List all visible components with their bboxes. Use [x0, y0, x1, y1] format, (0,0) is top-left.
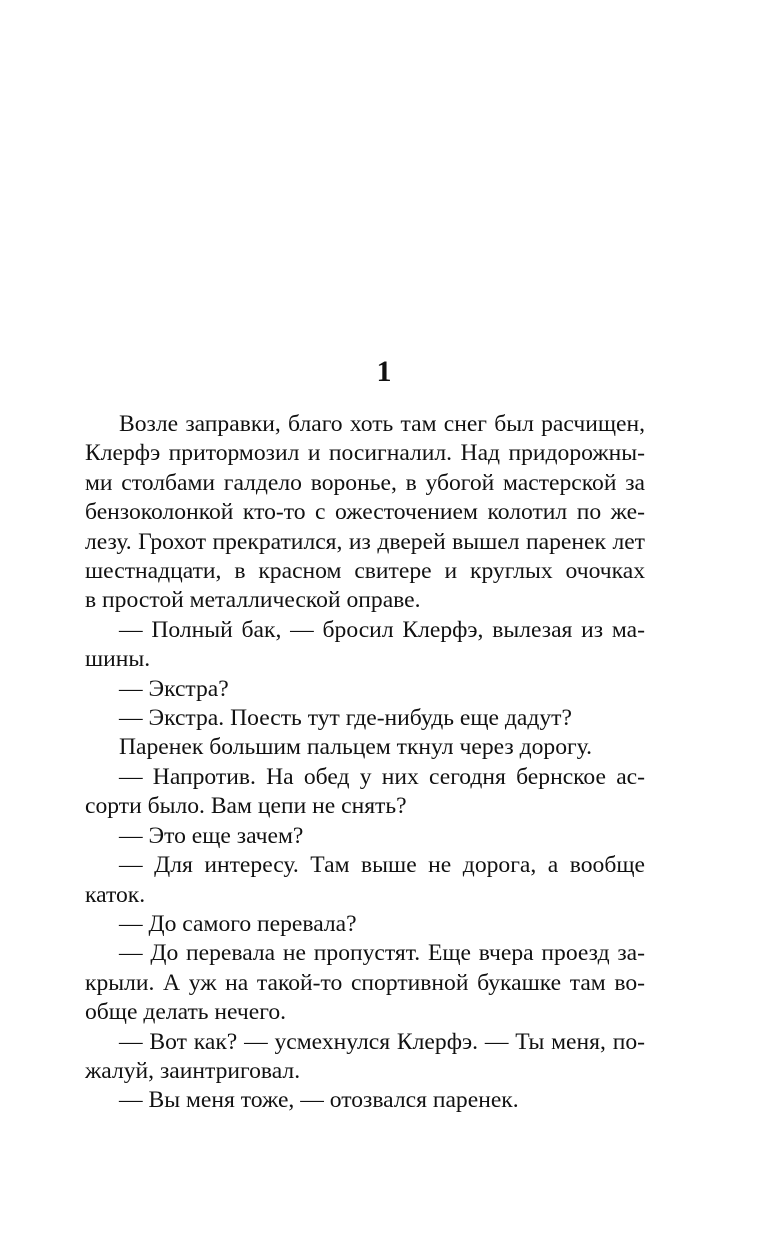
paragraph: [85, 763, 645, 822]
text-line: ми столбами галдело воронье, в убогой мастерской за: [85, 469, 645, 496]
text-line: в простой металлической оправе.: [85, 587, 421, 614]
text-line: обще делать нечего.: [85, 999, 287, 1026]
text-line: бензоколонкой кто-то с ожесточением колотил по же-: [85, 499, 645, 526]
text-line: шины.: [85, 646, 151, 673]
text-line: — Полный бак, — бросил Клерфэ, вылезая из ма-: [119, 616, 645, 643]
text-line: — Напротив. На обед у них сегодня бернское ас-: [119, 763, 645, 790]
text-line: каток.: [85, 881, 146, 908]
chapter-text: [85, 410, 645, 1116]
text-line: — До самого перевала?: [119, 910, 357, 937]
paragraph: [85, 616, 645, 675]
text-line: лезу. Грохот прекратился, из дверей вышел паренек лет: [85, 528, 645, 555]
text-line: Клерфэ притормозил и посигналил. Над придорожны-: [85, 440, 645, 467]
text-line: — Для интересу. Там выше не дорога, а вообще: [119, 852, 645, 879]
paragraph: [85, 910, 645, 939]
text-line: жалуй, заинтриговал.: [85, 1057, 301, 1084]
paragraph: [85, 939, 645, 1027]
paragraph: [85, 733, 645, 762]
text-line: — Это еще зачем?: [119, 822, 304, 849]
text-line: шестнадцати, в красном свитере и круглых очочках: [85, 558, 645, 585]
text-line: крыли. А уж на такой-то спортивной букашке там во-: [85, 969, 645, 996]
chapter-number: 1: [376, 355, 392, 388]
text-line: — Вы меня тоже, — отозвался паренек.: [119, 1087, 519, 1114]
text-line: Возле заправки, благо хоть там снег был расчищен,: [119, 411, 645, 437]
text-line: Паренек большим пальцем ткнул через дорогу.: [119, 734, 593, 761]
paragraph: [85, 1028, 645, 1087]
text-line: — До перевала не пропустят. Еще вчера проезд за-: [119, 940, 645, 967]
text-line: — Экстра?: [119, 675, 229, 702]
text-line: — Вот как? — усмехнулся Клерфэ. — Ты меня, по-: [119, 1028, 645, 1055]
paragraph: [85, 851, 645, 910]
text-line: сорти было. Вам цепи не снять?: [85, 793, 407, 820]
text-line: — Экстра. Поесть тут где-нибудь еще дадут?: [119, 705, 572, 732]
paragraph: [85, 1086, 645, 1115]
paragraph: [85, 675, 645, 704]
paragraph: [85, 410, 645, 616]
paragraph: [85, 704, 645, 733]
paragraph: [85, 822, 645, 851]
